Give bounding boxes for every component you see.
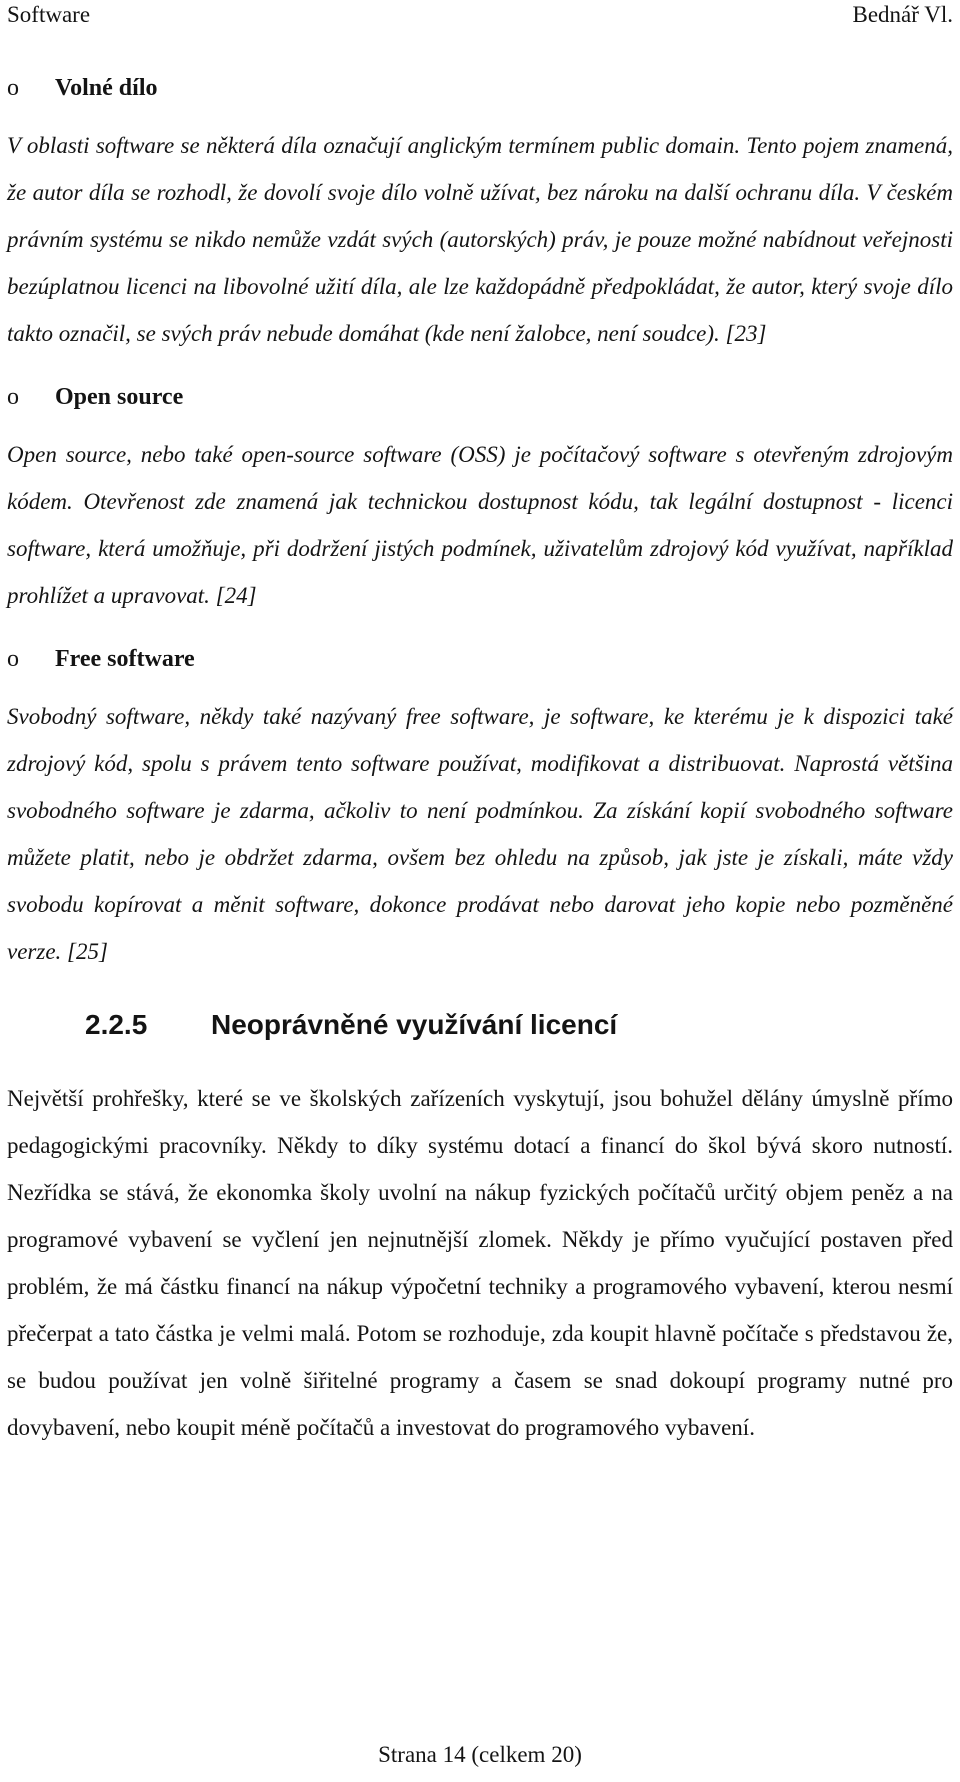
bullet-marker: o — [7, 646, 19, 672]
page-body — [7, 70, 953, 1451]
header-title: Software — [7, 2, 91, 27]
subsection-heading — [7, 1005, 953, 1045]
section-heading-free-software — [7, 641, 953, 677]
running-header — [0, 0, 960, 30]
section-heading-open-source — [7, 379, 953, 415]
section-heading-volne-dilo — [7, 70, 953, 106]
paragraph-free-software: Svobodný software, někdy také nazývaný free software, je software, ke kterému je k dispozici také zdrojový kód, spolu s právem tento software používat, modifikovat a distribuovat. Naprostá většina svobodného software je zdarma, ačkoliv to není podmínkou. Za získání kopií svobodného software můžete platit, nebo je obdržet zdarma, ovšem bez ohledu na způsob, jak jste je získali, máte vždy svobodu kopírovat a měnit software, dokonce prodávat nebo darovat jeho kopie nebo pozměněné verze. [25] — [7, 704, 953, 964]
section-heading-label: Open source — [55, 384, 184, 410]
paragraph-open-source: Open source, nebo také open-source software (OSS) je počítačový software s otevřeným zdrojovým kódem. Otevřenost zde znamená jak technickou dostupnost kódu, tak legální dostupnost - licenci software, která umožňuje, při dodržení jistých podmínek, uživatelům zdrojový kód využívat, například prohlížet a upravovat. [24] — [7, 442, 953, 608]
header-author: Bednář Vl. — [852, 2, 953, 27]
bullet-marker: o — [7, 75, 19, 101]
bullet-marker: o — [7, 384, 19, 410]
section-heading-label: Volné dílo — [55, 75, 158, 101]
subsection-number: 2.2.5 — [85, 1009, 148, 1040]
page-footer: Strana 14 (celkem 20) — [378, 1742, 582, 1767]
paragraph-neopravnene-vyuzivani: Největší prohřešky, které se ve školských zařízeních vyskytují, jsou bohužel dělány úmyslně přímo pedagogickými pracovníky. Někdy to díky systému dotací a financí do škol bývá skoro nutností. Nezřídka se stává, že ekonomka školy uvolní na nákup fyzických počítačů určitý objem peněz a na programové vybavení se vyčlení jen nejnutnější zlomek. Někdy je přímo vyučující postaven před problém, že má částku financí na nákup výpočetní techniky a programového vybavení, kterou nesmí přečerpat a tato částka je velmi malá. Potom se rozhoduje, zda koupit hlavně počítače s představou že, se budou používat jen volně šiřitelné programy a časem se snad dokoupí programy nutné pro dovybavení, nebo koupit méně počítačů a investovat do programového vybavení. — [7, 1086, 953, 1440]
subsection-title: Neoprávněné využívání licencí — [211, 1009, 618, 1040]
paragraph-volne-dilo: V oblasti software se některá díla označují anglickým termínem public domain. Tento pojem znamená, že autor díla se rozhodl, že dovolí svoje dílo volně užívat, bez nároku na další ochranu díla. V českém právním systému se nikdo nemůže vzdát svých (autorských) práv, je pouze možné nabídnout veřejnosti bezúplatnou licenci na libovolné užití díla, ale lze každopádně předpokládat, že autor, který svoje dílo takto označil, se svých práv nebude domáhat (kde není žalobce, není soudce). [23] — [7, 133, 953, 346]
section-heading-label: Free software — [55, 646, 195, 672]
